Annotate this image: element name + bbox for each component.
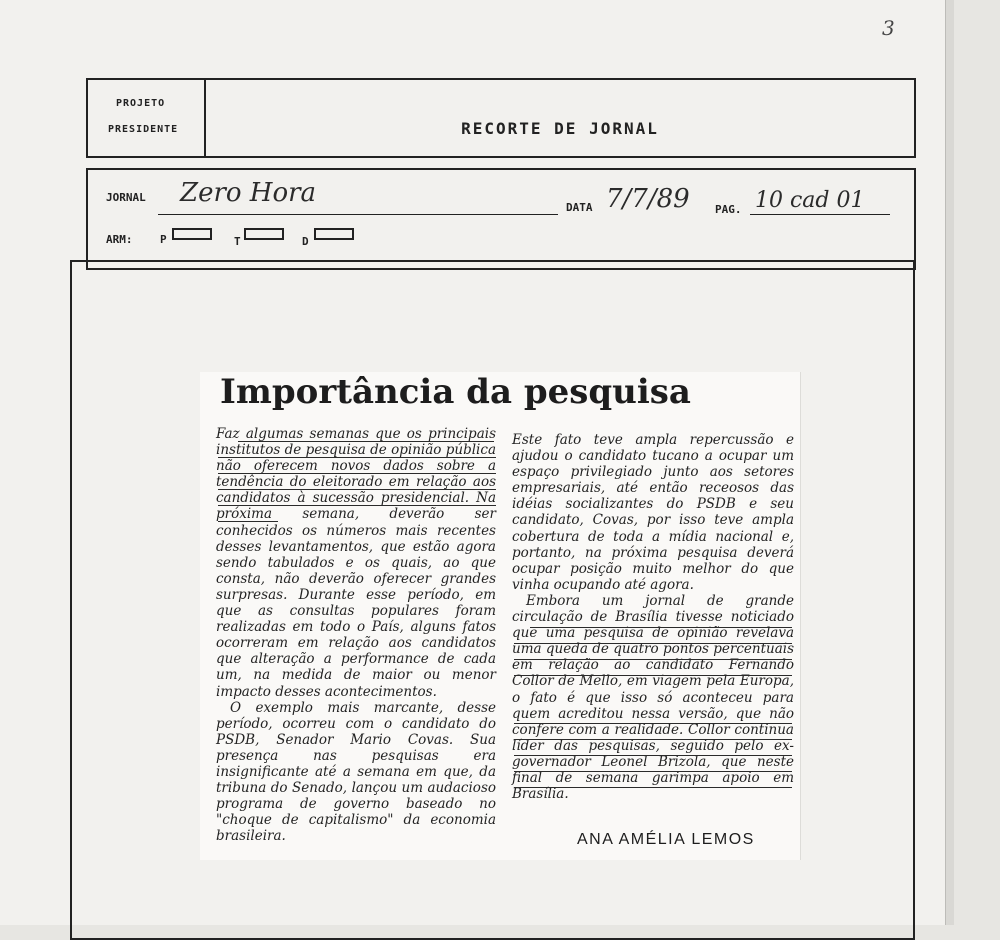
pen-underline: [218, 521, 278, 522]
sheet-edge: [945, 0, 954, 925]
col2-paragraph-2: Embora um jornal de grande circulação de Brasília tivesse noticiado que uma pesquisa de opinião revelava uma queda de quatro pontos percentuais em relação ao candidato Fernando Collor de Mello, em viagem pela Europa, o fato é que isso só aconteceu para quem acreditou nessa versão, que não confere com a realidade. Collor continua líder das pesquisas, seguido pelo ex-governador Leonel Brizola, que neste final de semana garimpa apoio em Brasília.: [512, 592, 794, 803]
pen-underline: [514, 675, 792, 676]
pen-underline: [514, 659, 792, 660]
project-label-line1: PROJETO: [116, 98, 166, 109]
pen-underline: [514, 787, 792, 788]
data-label: DATA: [566, 201, 593, 214]
pag-underline: [750, 214, 890, 215]
d-slot-label: D: [302, 235, 309, 248]
header-box: [86, 78, 916, 158]
jornal-value: Zero Hora: [180, 178, 317, 208]
pen-underline: [514, 755, 792, 756]
pag-value: 10 cad 01: [755, 188, 865, 213]
d-slot-box: [314, 228, 354, 240]
pen-underline: [514, 723, 792, 724]
pag-label: PAG.: [715, 203, 742, 216]
pen-underline: [514, 643, 792, 644]
project-label-cell: [88, 80, 206, 156]
article-headline: Importância da pesquisa: [220, 372, 691, 412]
project-label-line2: PRESIDENTE: [108, 124, 179, 135]
col1-paragraph-1: Faz algumas semanas que os principais institutos de pesquisa de opinião pública não oferecem novos dados sobre a tendência do eleitorado em relação aos candidatos à sucessão presidencial. Na próxima semana, deverão ser conhecidos os números mais recentes desses levantamentos, que estão agora sendo tabulados e os quais, ao que consta, não deverão oferecer grandes surpresas. Durante esse período, em que as consultas populares foram realizadas em todo o País, alguns fatos ocorreram em relação aos candidatos que alteração a performance de cada um, na medida de maior ou menor impacto desses acontecimentos.: [216, 426, 496, 700]
page-number-mark: 3: [882, 16, 895, 40]
pen-underline: [218, 489, 496, 490]
pen-underline: [238, 441, 494, 442]
col1-paragraph-2: O exemplo mais marcante, desse período, ocorreu com o candidato do PSDB, Senador Mario Covas. Sua presença nas pesquisas era insignificante até a semana em que, da tribuna do Senado, lançou um audacioso programa de governo baseado no "choque de capitalismo" da economia brasileira.: [216, 699, 496, 845]
t-slot-label: T: [234, 235, 241, 248]
article-column-2: [512, 432, 794, 802]
journal-info-box: [86, 168, 916, 270]
pen-underline: [218, 473, 496, 474]
pen-underline: [218, 457, 496, 458]
t-slot-box: [244, 228, 284, 240]
pen-underline: [218, 505, 496, 506]
article-byline: ANA AMÉLIA LEMOS: [577, 831, 755, 848]
pen-underline: [514, 771, 792, 772]
pen-underline: [514, 739, 792, 740]
arm-label: ARM:: [106, 233, 133, 246]
jornal-underline: [158, 214, 558, 215]
p-slot-box: [172, 228, 212, 240]
p-slot-label: P: [160, 233, 167, 246]
jornal-label: JORNAL: [106, 191, 146, 204]
pen-underline: [530, 627, 792, 628]
col2-paragraph-1: Este fato teve ampla repercussão e ajudou o candidato tucano a ocupar um espaço privilegiado junto aos setores empresariais, até então receosos das idéias socializantes do PSDB e seu candidato, Covas, por isso teve ampla cobertura de toda a mídia nacional e, portanto, na próxima pesquisa deverá ocupar posição muito melhor do que vinha ocupando até agora.: [512, 432, 794, 593]
clipping-title: RECORTE DE JORNAL: [461, 119, 659, 138]
data-value: 7/7/89: [606, 184, 690, 214]
